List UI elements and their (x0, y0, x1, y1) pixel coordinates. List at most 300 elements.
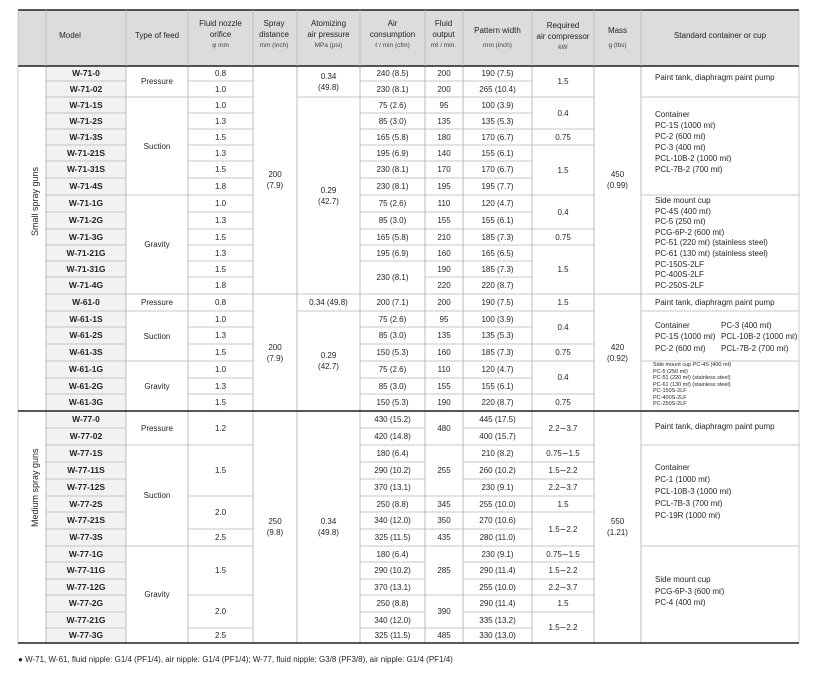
container-line: PCG-6P-2 (600 mℓ) (655, 227, 725, 237)
spray-distance-cell-line: 200 (268, 170, 282, 179)
nozzle-cell: 1.8 (214, 182, 227, 191)
pattern-width-cell: 170 (6.7) (481, 132, 514, 142)
air-consumption-cell: 75 (2.6) (378, 314, 407, 324)
container-line: PC-2 (600 mℓ) (655, 343, 706, 353)
atomizing-cell: 0.34 (49.8) (309, 298, 348, 307)
model-cell: W-71-3G (68, 231, 104, 242)
air-consumption-cell: 230 (8.1) (376, 165, 409, 174)
pattern-width-cell: 220 (8.7) (481, 398, 514, 407)
header-pattern-l1: Pattern width (474, 26, 521, 35)
feed-cell: Pressure (140, 298, 173, 307)
fluid-output-cell: 110 (437, 365, 451, 374)
fluid-output-cell: 155 (437, 381, 451, 391)
container-line: PC-5 (250 mℓ) (653, 368, 688, 375)
header-air-compressor (532, 20, 594, 53)
header-air-l2: consumption (369, 30, 416, 39)
nozzle-cell: 2.5 (214, 631, 227, 640)
model-cell: W-77-2G (68, 598, 104, 608)
nozzle-cell: 1.5 (214, 398, 227, 407)
pattern-width-cell: 280 (11.0) (479, 533, 516, 542)
model-cell: W-77-12G (66, 581, 106, 592)
fluid-output-cell: 95 (439, 100, 449, 110)
header-spray-l2: distance (259, 30, 289, 39)
pattern-width-cell: 270 (10.6) (479, 516, 516, 525)
compressor-cell: 1.5 (557, 298, 569, 307)
feed-cell: Gravity (144, 381, 170, 391)
container-line: PC-1 (1000 mℓ) (655, 475, 711, 484)
container-line: PC-2 (600 mℓ) (655, 132, 706, 141)
pattern-width-cell: 190 (7.5) (481, 298, 514, 307)
header-air-unit: ℓ / min (cfm) (375, 42, 410, 49)
air-consumption-cell: 230 (8.1) (376, 84, 409, 94)
fluid-output-cell: 435 (437, 533, 451, 542)
container-line: PC-150S-2LF (653, 388, 687, 394)
feed-cell: Gravity (144, 240, 170, 249)
model-cell: W-77-1G (68, 548, 104, 559)
model-cell: W-77-21G (66, 614, 106, 625)
footnote-text: W-71, W-61, fluid nipple: G1/4 (PF1/4), air nipple: G1/4 (PF1/4); W-77, fluid nipple: G3/8 (PF3/8), air nipple: G1/4 (PF1/4) (25, 655, 453, 664)
container-paint-tank: Paint tank, diaphragm paint pump (655, 73, 775, 82)
model-cell: W-71-02 (69, 83, 103, 94)
air-consumption-cell: 325 (11.5) (374, 631, 411, 640)
model-cell: W-77-0 (72, 414, 100, 424)
nozzle-cell: 1.2 (214, 423, 227, 433)
compressor-cell: 1.5 (557, 165, 569, 175)
air-consumption-cell: 340 (12.0) (374, 516, 411, 525)
compressor-cell: 0.75 (555, 132, 571, 142)
compressor-cell: 0.75∼1.5 (546, 449, 580, 458)
fluid-output-cell: 220 (437, 281, 451, 290)
fluid-output-cell: 190 (437, 264, 451, 274)
header-type-of-feed: Type of feed (134, 31, 180, 40)
nozzle-cell: 1.5 (214, 165, 227, 174)
bullet-icon: ● (18, 655, 23, 664)
container-line: PC-3 (400 mℓ) (655, 143, 706, 152)
header-atom-l2: air pressure (307, 30, 350, 39)
pattern-width-cell: 135 (5.3) (481, 331, 514, 340)
atomizing-cell-line: (49.8) (318, 82, 339, 92)
compressor-cell: 1.5∼2.2 (548, 566, 578, 575)
container-line: PC-250S-2LF (653, 401, 687, 407)
nozzle-cell: 1.3 (214, 248, 227, 258)
air-consumption-cell: 370 (13.1) (374, 483, 411, 492)
header-mass-l1: Mass (607, 26, 628, 35)
header-spray-distance (253, 18, 295, 51)
container-line: PC-400S-2LF (653, 394, 687, 401)
model-cell: W-71-2S (69, 115, 103, 126)
fluid-output-cell: 200 (437, 84, 451, 94)
model-cell: W-61-3G (68, 397, 104, 407)
model-cell: W-71-21G (66, 247, 106, 258)
fluid-output-cell: 200 (437, 69, 451, 78)
model-cell: W-71-31S (66, 164, 106, 174)
fluid-output-cell: 180 (437, 132, 451, 142)
side-mount-cup-list-w61 (653, 362, 731, 408)
model-cell: W-71-1S (69, 99, 103, 110)
nozzle-cell: 1.3 (214, 331, 227, 340)
container-line: Container (655, 321, 690, 330)
container-line: PCL-10B-3 (1000 mℓ) (655, 487, 732, 496)
atomizing-cell-line: (42.7) (318, 196, 339, 206)
compressor-cell: 0.75 (555, 398, 571, 407)
pattern-width-cell: 155 (6.1) (481, 381, 514, 391)
fluid-output-cell: 190 (437, 398, 451, 407)
compressor-cell: 0.4 (557, 373, 569, 382)
air-consumption-cell: 180 (6.4) (376, 549, 409, 559)
spray-distance-cell-line: (7.9) (266, 353, 284, 363)
air-consumption-cell: 290 (10.2) (374, 566, 411, 575)
container-line: PC-61 (130 mℓ) (stainless steel) (653, 381, 731, 388)
feed-cell: Pressure (140, 423, 173, 433)
header-pattern-width (463, 25, 532, 51)
compressor-cell: 1.5∼2.2 (548, 466, 578, 475)
spray-distance-cell-line: 200 (268, 342, 282, 352)
nozzle-cell: 1.0 (214, 314, 227, 324)
air-consumption-cell: 75 (2.6) (378, 100, 407, 110)
fluid-output-cell: 350 (437, 516, 451, 525)
model-cell: W-71-4S (69, 181, 103, 191)
model-cell: W-77-11G (66, 565, 106, 575)
nozzle-cell: 1.5 (214, 466, 227, 475)
nozzle-cell: 1.0 (214, 199, 227, 208)
container-line: Side mount cup PC-4S (400 mℓ) (653, 362, 732, 368)
spray-distance-cell-line: (9.8) (266, 528, 284, 537)
feed-cell: Suction (143, 331, 171, 341)
container-list-w61 (655, 320, 797, 354)
nozzle-cell: 1.5 (214, 264, 227, 274)
air-consumption-cell: 250 (8.8) (376, 599, 409, 608)
model-cell: W-61-0 (72, 297, 100, 307)
fluid-output-cell: 170 (437, 165, 451, 174)
header-fluid-l1: Fluid (434, 19, 453, 28)
container-line: PCL-7B-2 (700 mℓ) (721, 343, 789, 353)
nozzle-cell: 2.5 (214, 533, 227, 542)
pattern-width-cell: 120 (4.7) (481, 365, 514, 374)
compressor-cell: 0.75∼1.5 (546, 549, 580, 559)
fluid-output-cell: 135 (437, 116, 451, 126)
mass-cell-line: 550 (610, 517, 625, 526)
model-cell: W-71-2G (68, 215, 104, 225)
air-consumption-cell: 230 (8.1) (376, 273, 409, 282)
air-consumption-cell: 230 (8.1) (376, 182, 409, 191)
atomizing-cell-line: (49.8) (318, 528, 339, 537)
pattern-width-cell: 265 (10.4) (479, 84, 516, 94)
mass-cell-line: (0.99) (607, 181, 628, 190)
nozzle-cell: 1.0 (214, 84, 227, 94)
mass-cell-line: 450 (610, 170, 625, 179)
spray-distance-cell (253, 516, 297, 538)
compressor-cell: 1.5 (557, 599, 569, 608)
container-line: PCL-7B-2 (700 mℓ) (655, 165, 723, 174)
feed-cell: Suction (143, 141, 171, 151)
fluid-output-cell: 345 (437, 499, 451, 509)
air-consumption-cell: 290 (10.2) (374, 466, 411, 475)
container-line: PC-19R (1000 mℓ) (655, 511, 721, 520)
atomizing-cell-line: 0.34 (320, 517, 337, 526)
pattern-width-cell: 445 (17.5) (479, 415, 516, 424)
air-consumption-cell: 195 (6.9) (376, 248, 409, 258)
pattern-width-cell: 220 (8.7) (481, 281, 514, 290)
model-cell: W-61-1S (69, 313, 103, 324)
air-consumption-cell: 240 (8.5) (376, 69, 409, 78)
compressor-cell: 0.75 (555, 348, 571, 357)
header-nozzle-l1: Fluid nozzle (199, 19, 242, 28)
air-consumption-cell: 165 (5.8) (376, 132, 409, 142)
air-consumption-cell: 85 (3.0) (378, 381, 407, 391)
model-cell: W-77-12S (66, 482, 106, 492)
fluid-output-cell: 485 (437, 631, 451, 640)
model-cell: W-77-2S (69, 498, 103, 509)
spray-distance-cell-line: (7.9) (266, 181, 284, 190)
header-atom-l1: Atomizing (310, 19, 347, 28)
air-consumption-cell: 370 (13.1) (374, 582, 411, 592)
compressor-cell: 1.5∼2.2 (548, 623, 578, 632)
air-consumption-cell: 250 (8.8) (376, 499, 409, 509)
container-paint-tank-w77: Paint tank, diaphragm paint pump (655, 422, 775, 431)
fluid-output-cell: 480 (437, 423, 451, 433)
air-consumption-cell: 325 (11.5) (374, 533, 411, 542)
header-pattern-unit: mm (inch) (483, 42, 512, 49)
pattern-width-cell: 335 (13.2) (479, 615, 516, 625)
container-line: PC-51 (220 mℓ) (stainless steel) (653, 375, 731, 381)
feed-cell: Suction (143, 491, 171, 500)
atomizing-cell-line: 0.29 (320, 351, 337, 360)
air-consumption-cell: 75 (2.6) (378, 199, 407, 208)
header-mass (594, 25, 641, 51)
nozzle-cell: 1.3 (214, 148, 227, 158)
container-line: PC-4 (400 mℓ) (655, 598, 706, 607)
side-mount-cup-list (655, 196, 768, 291)
compressor-cell: 0.4 (557, 108, 569, 118)
nozzle-cell: 1.5 (214, 348, 227, 357)
mass-cell (594, 516, 641, 538)
air-consumption-cell: 150 (5.3) (376, 398, 409, 407)
container-line: PC-51 (220 mℓ) (stainless steel) (655, 238, 768, 248)
model-cell: W-71-1G (68, 198, 104, 208)
compressor-cell: 1.5 (557, 77, 569, 86)
model-cell: W-77-1S (69, 448, 103, 458)
air-consumption-cell: 85 (3.0) (378, 216, 407, 225)
container-line: PC-5 (250 mℓ) (655, 217, 706, 227)
mass-cell-line: 420 (610, 342, 625, 352)
header-air-consumption (360, 18, 425, 51)
model-cell: W-77-21S (66, 515, 106, 525)
compressor-cell: 0.75 (555, 232, 571, 242)
model-cell: W-61-2G (68, 380, 104, 391)
mass-cell (594, 169, 641, 191)
nozzle-cell: 1.0 (214, 100, 227, 110)
compressor-cell: 1.5 (557, 499, 569, 509)
pattern-width-cell: 195 (7.7) (481, 182, 514, 191)
fluid-output-cell: 95 (439, 314, 449, 324)
header-spray-unit: mm (inch) (259, 42, 289, 49)
compressor-cell: 2.2∼3.7 (548, 483, 578, 492)
fluid-output-cell: 200 (437, 298, 451, 307)
model-cell: W-71-21S (66, 147, 106, 158)
spray-distance-cell (253, 169, 297, 191)
container-line: Container (655, 110, 690, 119)
atomizing-cell (297, 350, 360, 372)
compressor-cell: 2.2∼3.7 (548, 582, 578, 592)
nozzle-cell: 1.0 (214, 365, 227, 374)
nozzle-cell: 1.8 (214, 281, 227, 290)
header-nozzle-l2: orifice (209, 30, 232, 39)
compressor-cell: 0.4 (557, 323, 569, 332)
side-mount-cup-list-w77 (655, 574, 724, 609)
nozzle-cell: 2.0 (214, 508, 227, 517)
spray-distance-cell (253, 342, 297, 364)
model-cell: W-77-3G (68, 630, 104, 640)
compressor-cell: 1.5∼2.2 (548, 524, 578, 534)
atomizing-cell-line: 0.34 (320, 71, 337, 81)
pattern-width-cell: 100 (3.9) (481, 314, 514, 324)
air-consumption-cell: 420 (14.8) (374, 432, 411, 441)
header-model: Model (59, 31, 81, 40)
atomizing-cell-line: 0.29 (320, 185, 337, 195)
atomizing-cell (297, 516, 360, 538)
container-line: Side mount cup (655, 196, 711, 205)
container-line: Container (655, 463, 690, 472)
fluid-output-cell: 160 (437, 248, 451, 258)
header-mass-unit: g (lbs) (608, 42, 627, 49)
air-consumption-cell: 195 (6.9) (376, 148, 409, 158)
container-line: PCG-6P-3 (600 mℓ) (655, 586, 725, 596)
feed-cell: Pressure (140, 77, 173, 86)
model-cell: W-61-3S (69, 347, 103, 357)
model-cell: W-77-11S (67, 465, 105, 475)
nozzle-cell: 1.3 (214, 116, 227, 126)
nozzle-cell: 1.3 (214, 216, 227, 225)
model-cell: W-61-2S (69, 330, 103, 340)
header-atomizing (297, 18, 360, 51)
header-air-l1: Air (387, 19, 398, 28)
container-list (655, 109, 731, 175)
pattern-width-cell: 155 (6.1) (481, 216, 514, 225)
pattern-width-cell: 135 (5.3) (481, 116, 514, 126)
model-cell: W-71-31G (66, 263, 106, 274)
air-consumption-cell: 85 (3.0) (378, 331, 407, 340)
header-container: Standard container or cup (673, 31, 767, 40)
model-cell: W-71-4G (68, 280, 104, 290)
pattern-width-cell: 260 (10.2) (479, 466, 516, 475)
fluid-output-cell: 255 (437, 466, 451, 475)
atomizing-cell (297, 71, 360, 93)
header-spray-l1: Spray (263, 19, 285, 28)
container-line: PC-3 (400 mℓ) (721, 321, 772, 330)
nozzle-cell: 1.3 (214, 381, 227, 391)
spray-distance-cell-line: 250 (268, 517, 282, 526)
header-fluid-l2: output (432, 30, 455, 39)
compressor-cell: 1.5 (557, 265, 569, 274)
atomizing-cell-line: (42.7) (318, 362, 339, 371)
fluid-output-cell: 285 (437, 566, 451, 575)
pattern-width-cell: 185 (7.3) (481, 264, 514, 274)
air-consumption-cell: 75 (2.6) (378, 365, 407, 374)
container-line: PCL-10B-2 (1000 mℓ) (721, 332, 798, 342)
air-consumption-cell: 180 (6.4) (376, 449, 409, 458)
header-nozzle-unit: φ mm (212, 42, 229, 49)
pattern-width-cell: 230 (9.1) (481, 549, 514, 559)
header-atom-unit: MPa (psi) (314, 42, 343, 49)
header-comp-l2: air compressor (536, 32, 590, 41)
header-fluid-nozzle (188, 18, 253, 51)
pattern-width-cell: 255 (10.0) (479, 582, 516, 592)
fluid-output-cell: 390 (437, 607, 451, 616)
mass-cell-line: (1.21) (607, 528, 628, 537)
pattern-width-cell: 400 (15.7) (479, 432, 516, 441)
pattern-width-cell: 100 (3.9) (481, 100, 514, 110)
air-consumption-cell: 165 (5.8) (376, 232, 409, 242)
fluid-output-cell: 140 (437, 148, 451, 158)
model-cell: W-77-3S (69, 532, 103, 542)
pattern-width-cell: 120 (4.7) (481, 199, 514, 208)
container-line: PC-150S-2LF (655, 259, 704, 269)
nozzle-cell: 1.5 (214, 232, 227, 242)
air-consumption-cell: 85 (3.0) (378, 116, 407, 126)
header-comp-unit: kW (558, 44, 568, 51)
pattern-width-cell: 290 (11.4) (479, 599, 516, 608)
container-line: PC-250S-2LF (655, 280, 704, 290)
container-line: PC-61 (130 mℓ) (stainless steel) (655, 248, 768, 258)
pattern-width-cell: 230 (9.1) (481, 483, 514, 492)
pattern-width-cell: 290 (11.4) (479, 566, 516, 575)
air-consumption-cell: 340 (12.0) (374, 615, 411, 625)
fluid-output-cell: 195 (437, 182, 451, 191)
fluid-output-cell: 135 (437, 331, 451, 340)
header-fluid-output (425, 18, 462, 51)
air-consumption-cell: 150 (5.3) (376, 348, 409, 357)
fluid-output-cell: 160 (437, 348, 451, 357)
pattern-width-cell: 190 (7.5) (481, 69, 514, 78)
header-comp-l1: Required (546, 21, 580, 30)
nozzle-cell: 1.5 (214, 566, 227, 575)
pattern-width-cell: 155 (6.1) (481, 148, 514, 158)
mass-cell-line: (0.92) (607, 353, 628, 363)
footnote (18, 655, 453, 664)
nozzle-cell: 2.0 (214, 607, 227, 616)
container-line: PC-1S (1000 mℓ) (655, 332, 716, 342)
container-line: PCL-7B-3 (700 mℓ) (655, 499, 723, 508)
container-line: PC-4S (400 mℓ) (655, 206, 711, 216)
model-cell: W-71-0 (72, 68, 100, 78)
pattern-width-cell: 165 (6.5) (481, 248, 514, 258)
model-cell: W-61-1G (68, 364, 104, 374)
pattern-width-cell: 170 (6.7) (481, 165, 514, 174)
pattern-width-cell: 210 (8.2) (481, 449, 514, 458)
fluid-output-cell: 155 (437, 216, 451, 225)
container-line: PCL-10B-2 (1000 mℓ) (655, 154, 732, 163)
compressor-cell: 0.4 (557, 207, 569, 217)
container-paint-tank-w61: Paint tank, diaphragm paint pump (655, 298, 775, 307)
container-line: PC-400S-2LF (655, 270, 704, 280)
model-cell: W-71-3S (69, 131, 103, 142)
model-cell: W-77-02 (69, 431, 103, 441)
container-list-w77 (655, 462, 731, 522)
air-consumption-cell: 430 (15.2) (374, 415, 411, 424)
feed-cell: Gravity (144, 590, 170, 599)
atomizing-cell (297, 185, 360, 207)
pattern-width-cell: 185 (7.3) (481, 232, 514, 242)
pattern-width-cell: 185 (7.3) (481, 348, 514, 357)
nozzle-cell: 1.5 (214, 132, 227, 142)
nozzle-cell: 0.8 (214, 69, 227, 78)
compressor-cell: 2.2∼3.7 (548, 423, 578, 433)
air-consumption-cell: 200 (7.1) (376, 298, 409, 307)
nozzle-cell: 0.8 (214, 298, 227, 307)
pattern-width-cell: 330 (13.0) (479, 631, 516, 640)
container-line: Side mount cup (655, 575, 711, 584)
mass-cell (594, 342, 641, 364)
